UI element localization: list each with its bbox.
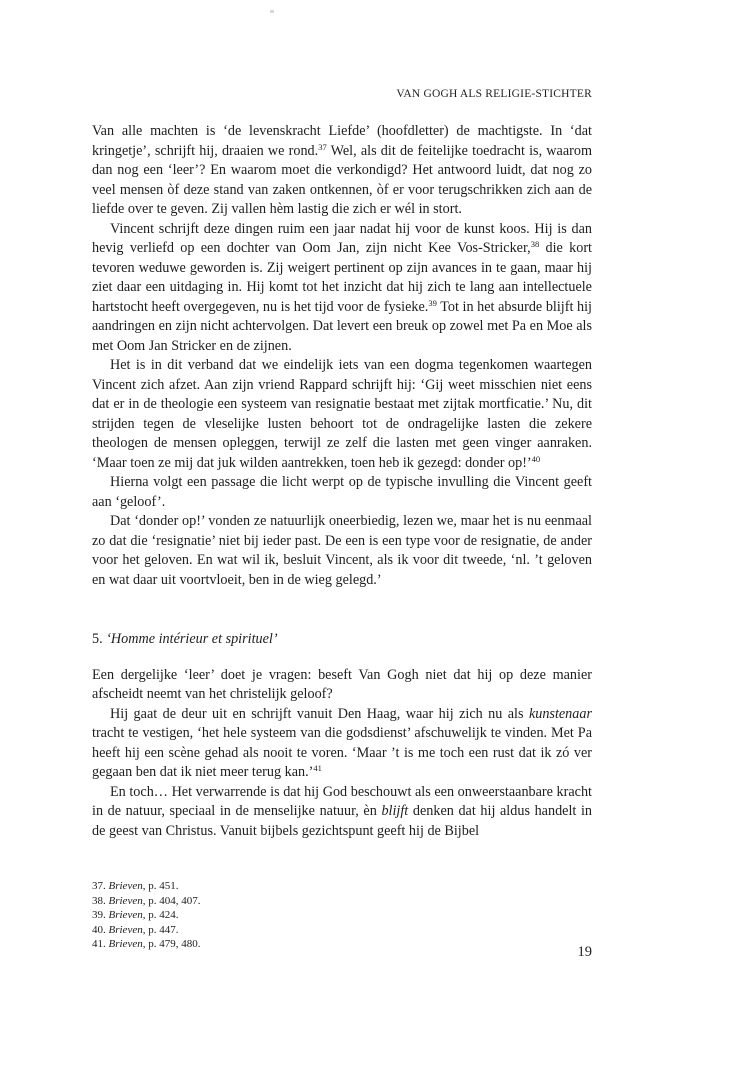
footnote-41: 41. Brieven, p. 479, 480. — [92, 938, 201, 950]
footnote-ref[interactable]: 39 — [428, 297, 437, 308]
footnote-39: 39. Brieven, p. 424. — [92, 909, 179, 921]
body-text — [92, 122, 592, 841]
scan-mark — [270, 10, 274, 13]
footnote-37: 37. Brieven, p. 451. — [92, 880, 179, 892]
running-header: VAN GOGH ALS RELIGIE-STICHTER — [396, 88, 592, 100]
paragraph-8: En toch… Het verwarrende is dat hij God beschouwt als een onweerstaanbare kracht in de natuur, speciaal in de menselijke natuur, èn blijft denken dat hij aldus handelt in de geest van Christus. Vanuit bijbels gezichtspunt geeft hij de Bijbel — [92, 783, 592, 839]
section-heading — [92, 630, 592, 650]
footnote-40: 40. Brieven, p. 447. — [92, 923, 179, 936]
footnote-ref[interactable]: 38 — [530, 239, 540, 249]
paragraph-3: Het is in dit verband dat we eindelijk iets van een dogma tegenkomen waartegen Vincent zich afzet. Aan zijn vriend Rappard schrijft hij: ‘Gij weet misschien niet eens dat er in de theologie een systeem van resignatie bestaat met zijtak mortficatie.’ Nu, dit strijden tegen de vleselijke lusten behoort tot de ondragelijke lasten die zekere theologen de mensen opleggen, terwijl ze zelf die lasten met geen vinger aanraken. ‘Maar toen ze mij dat juk wilden aantrekken, toen heb ik gezegd: donder op!’$^{40}$ — [92, 357, 592, 471]
paragraph-5: Dat ‘donder op!’ vonden ze natuurlijk oneerbiedig, lezen we, maar het is nu eenmaal zo dat die ‘resignatie’ niet bij ieder past. De een is een type voor de resignatie, de ander voor het geloven. En wat wil ik, besluit Vincent, als ik voor dit tweede, ‘nl. ’t geloven en wat daar uit voortvloeit, ben in de wieg gelegd.’ — [92, 513, 592, 588]
footnote-ref[interactable]: 40 — [531, 453, 541, 464]
footnotes — [92, 879, 392, 952]
paragraph-1: Van alle machten is ‘de levenskracht Liefde’ (hoofdletter) de machtigste. In ‘dat kringetje’, schrijft hij, draaien we rond.$^{37}$ Wel, als dit de feitelijke toedracht is, waarom dan nog een ‘leer’? En waarom moet die verkondigd? Het antwoord luidt, dat nog zo veel mensen òf deze stand van zaken ontkennen, òf er voor terugschrikken zich aan de liefde over te geven. Zij vallen hèm lastig die zich er wél in stort. — [92, 123, 592, 217]
footnote-ref[interactable]: 41 — [313, 763, 322, 773]
page-number: 19 — [577, 944, 592, 960]
paragraph-6: Een dergelijke ‘leer’ doet je vragen: beseft Van Gogh niet dat hij op deze manier afscheidt neemt van het christelijk geloof? — [92, 666, 592, 702]
paragraph-7: Hij gaat de deur uit en schrijft vanuit Den Haag, waar hij zich nu als kunstenaar tracht te vestigen, ‘het hele systeem van die godsdienst’ afschuwelijk te vinden. Met Pa heeft hij een scène gehad als nooit te voren. ‘Maar ’t is me toch een rust dat ik zó ver gegaan ben dat ik niet meer terug kan.’$^{41}$ — [92, 705, 592, 780]
paragraph-4: Hierna volgt een passage die licht werpt op de typische invulling die Vincent geeft aan ‘geloof’. — [92, 474, 592, 510]
section-title: ‘Homme intérieur et spirituel’ — [106, 631, 278, 647]
footnote-ref[interactable]: 37 — [318, 141, 327, 152]
paragraph-2: Vincent schrijft deze dingen ruim een jaar nadat hij voor de kunst koos. Hij is dan hevig verliefd op een dochter van Oom Jan, zijn nicht Kee Vos-Stricker,$^{38}$ die kort tevoren weduwe geworden is. Zij weigert pertinent op zijn avances in te gaan, maar hij ziet daar een uitdaging in. Hij komt tot het inzicht dat hij zich te lang aan intellectuele hartstocht heeft overgegeven, nu is het tijd voor de fysieke.$^{39}$ Tot in het absurde blijft hij aandringen en zijn nicht achtervolgen. Dat levert een breuk op zowel met Pa en Moe als met Oom Jan Stricker en de zijnen. — [92, 220, 592, 354]
section-number: 5. — [92, 631, 103, 647]
footnote-38: 38. Brieven, p. 404, 407. — [92, 894, 201, 907]
